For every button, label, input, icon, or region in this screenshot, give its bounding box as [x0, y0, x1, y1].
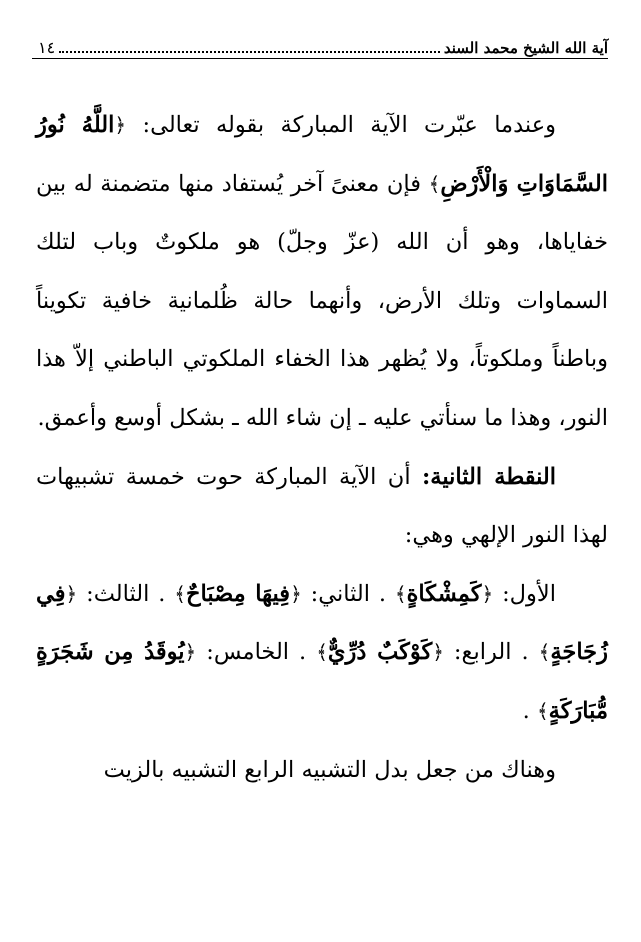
quran-open-bracket-icon: ﴿	[481, 581, 494, 606]
simile-3-label: الثالث:	[86, 580, 150, 607]
simile-1-label: الأول:	[502, 580, 556, 607]
simile-5-verse: يُوقَدُ مِن شَجَرَةٍ مُّبَارَكَةٍ	[36, 639, 608, 724]
paragraph-2-text: أن الآية المباركة حوت خمسة تشبيهات لهذا النور الإلهي وهي:	[36, 463, 608, 549]
paragraph-1-text: فإن معنىً آخر يُستفاد منها متضمنة له بين خفاياها، وهو أن الله (عزّ وجلّ) هو ملكوتٌ وباب لتلك السماوات وتلك الأرض، وأنهما حالة ظُلمانية خافية تكويناً وباطناً وملكوتاً، ولا يُظهر هذا الخفاء الملكوتي الباطني إلاّ هذا النور، وهذا ما سنأتي عليه ـ إن شاء الله ـ بشكل أوسع وأعمق.	[36, 170, 608, 431]
point-two-label: النقطة الثانية:	[421, 463, 556, 490]
paragraph-1-intro: وعندما عبّرت الآية المباركة بقوله تعالى:	[142, 112, 557, 138]
body-text	[36, 96, 608, 799]
paragraph-2	[36, 448, 608, 565]
simile-2-label: الثاني:	[310, 580, 371, 607]
quran-open-bracket-icon: ﴿	[432, 640, 444, 665]
similes-paragraph: الأول: ﴿كَمِشْكَاةٍ﴾ . الثاني: ﴿فِيهَا مِصْبَاحٌ﴾ . الثالث: ﴿فِي زُجَاجَةٍ﴾ . الرابع: ﴿كَوْكَبٌ دُرِّيٌّ﴾ . الخامس: ﴿يُوقَدُ مِن شَجَرَةٍ مُّبَارَكَةٍ﴾ .	[36, 580, 608, 724]
paragraph-4-text: وهناك من جعل بدل التشبيه الرابع التشبيه بالزيت	[103, 756, 556, 783]
quran-open-bracket-icon: ﴿	[65, 581, 78, 606]
paragraph-4	[36, 741, 608, 800]
dotted-leader	[59, 50, 440, 53]
book-title: آية الله الشيخ محمد السند	[443, 39, 608, 57]
page-number: ١٤	[38, 38, 56, 57]
header-rule	[32, 58, 608, 59]
quran-close-bracket-icon: ﴾	[394, 581, 407, 606]
simile-4-label: الرابع:	[453, 639, 512, 666]
quran-open-bracket-icon: ﴿	[184, 640, 197, 665]
simile-2-verse: فِيهَا مِصْبَاحٌ	[186, 580, 291, 607]
simile-1-verse: كَمِشْكَاةٍ	[406, 580, 482, 607]
paragraph-1	[36, 96, 608, 448]
quran-close-bracket-icon: ﴾	[538, 640, 551, 665]
quran-close-bracket-icon: ﴾	[174, 581, 186, 606]
quran-open-bracket-icon: ﴿	[290, 581, 302, 606]
simile-5-label: الخامس:	[206, 639, 290, 666]
quran-close-bracket-icon: ﴾	[428, 171, 441, 196]
quran-open-bracket-icon: ﴿	[114, 113, 127, 137]
simile-3-verse: فِي زُجَاجَةٍ	[36, 580, 608, 666]
quran-close-bracket-icon: ﴾	[536, 698, 549, 723]
running-header	[32, 30, 608, 58]
quran-verse-light: اللَّهُ نُورُ السَّمَاوَاتِ وَالْأَرْضِ	[36, 112, 608, 197]
quran-close-bracket-icon: ﴾	[316, 640, 328, 665]
simile-4-verse: كَوْكَبٌ دُرِّيٌّ	[327, 639, 433, 666]
